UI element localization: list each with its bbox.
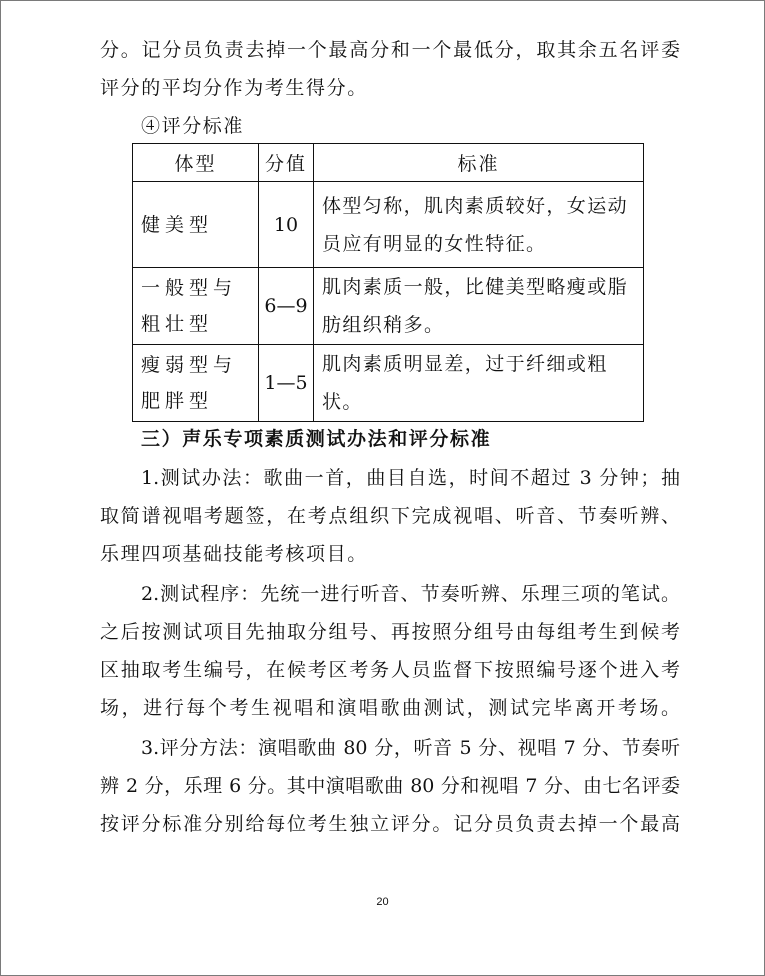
type-cell: 瘦弱型与肥胖型 — [133, 345, 259, 422]
table-row — [133, 182, 644, 268]
paragraph-line: 分。记分员负责去掉一个最高分和一个最低分，取其余五名评委 — [100, 39, 680, 61]
standard-cell: 体型匀称，肌肉素质较好，女运动员应有明显的女性特征。 — [314, 182, 644, 268]
paragraph-line: 评分的平均分作为考生得分。 — [100, 77, 368, 99]
header-cell-score: 分值 — [259, 144, 314, 182]
paragraph-line: 取简谱视唱考题签，在考点组织下完成视唱、听音、节奏听辨、 — [100, 505, 680, 527]
standard-cell: 肌肉素质明显差，过于纤细或粗状。 — [314, 345, 644, 422]
table-row — [133, 345, 644, 422]
table-row — [133, 268, 644, 345]
paragraph-line: 1.测试办法：歌曲一首，曲目自选，时间不超过 3 分钟；抽 — [141, 467, 680, 489]
scoring-standard-table — [132, 143, 644, 422]
paragraph-line: 之后按测试项目先抽取分组号、再按照分组号由每组考生到候考 — [100, 621, 680, 643]
paragraph-line: 辨 2 分，乐理 6 分。其中演唱歌曲 80 分和视唱 7 分、由七名评委 — [100, 775, 680, 797]
paragraph-line: 按评分标准分别给每位考生独立评分。记分员负责去掉一个最高 — [100, 813, 680, 835]
score-cell: 1—5 — [259, 345, 314, 422]
paragraph-line: 2.测试程序：先统一进行听音、节奏听辨、乐理三项的笔试。 — [141, 583, 680, 605]
type-cell: 一般型与粗壮型 — [133, 268, 259, 345]
table-header-row — [133, 144, 644, 182]
type-cell: 健美型 — [133, 182, 259, 268]
header-cell-standard: 标准 — [314, 144, 644, 182]
paragraph-line: 场，进行每个考生视唱和演唱歌曲测试，测试完毕离开考场。 — [100, 697, 680, 719]
table-caption: ④评分标准 — [141, 115, 245, 137]
paragraph-line: 3.评分方法：演唱歌曲 80 分，听音 5 分、视唱 7 分、节奏听 — [141, 737, 680, 759]
header-cell-type: 体型 — [133, 144, 259, 182]
paragraph-line: 乐理四项基础技能考核项目。 — [100, 543, 368, 565]
score-cell: 6—9 — [259, 268, 314, 345]
page-number: 20 — [376, 896, 389, 908]
section-heading: 三）声乐专项素质测试办法和评分标准 — [141, 428, 492, 450]
paragraph-line: 区抽取考生编号，在候考区考务人员监督下按照编号逐个进入考 — [100, 659, 680, 681]
score-cell: 10 — [259, 182, 314, 268]
standard-cell: 肌肉素质一般，比健美型略瘦或脂肪组织稍多。 — [314, 268, 644, 345]
